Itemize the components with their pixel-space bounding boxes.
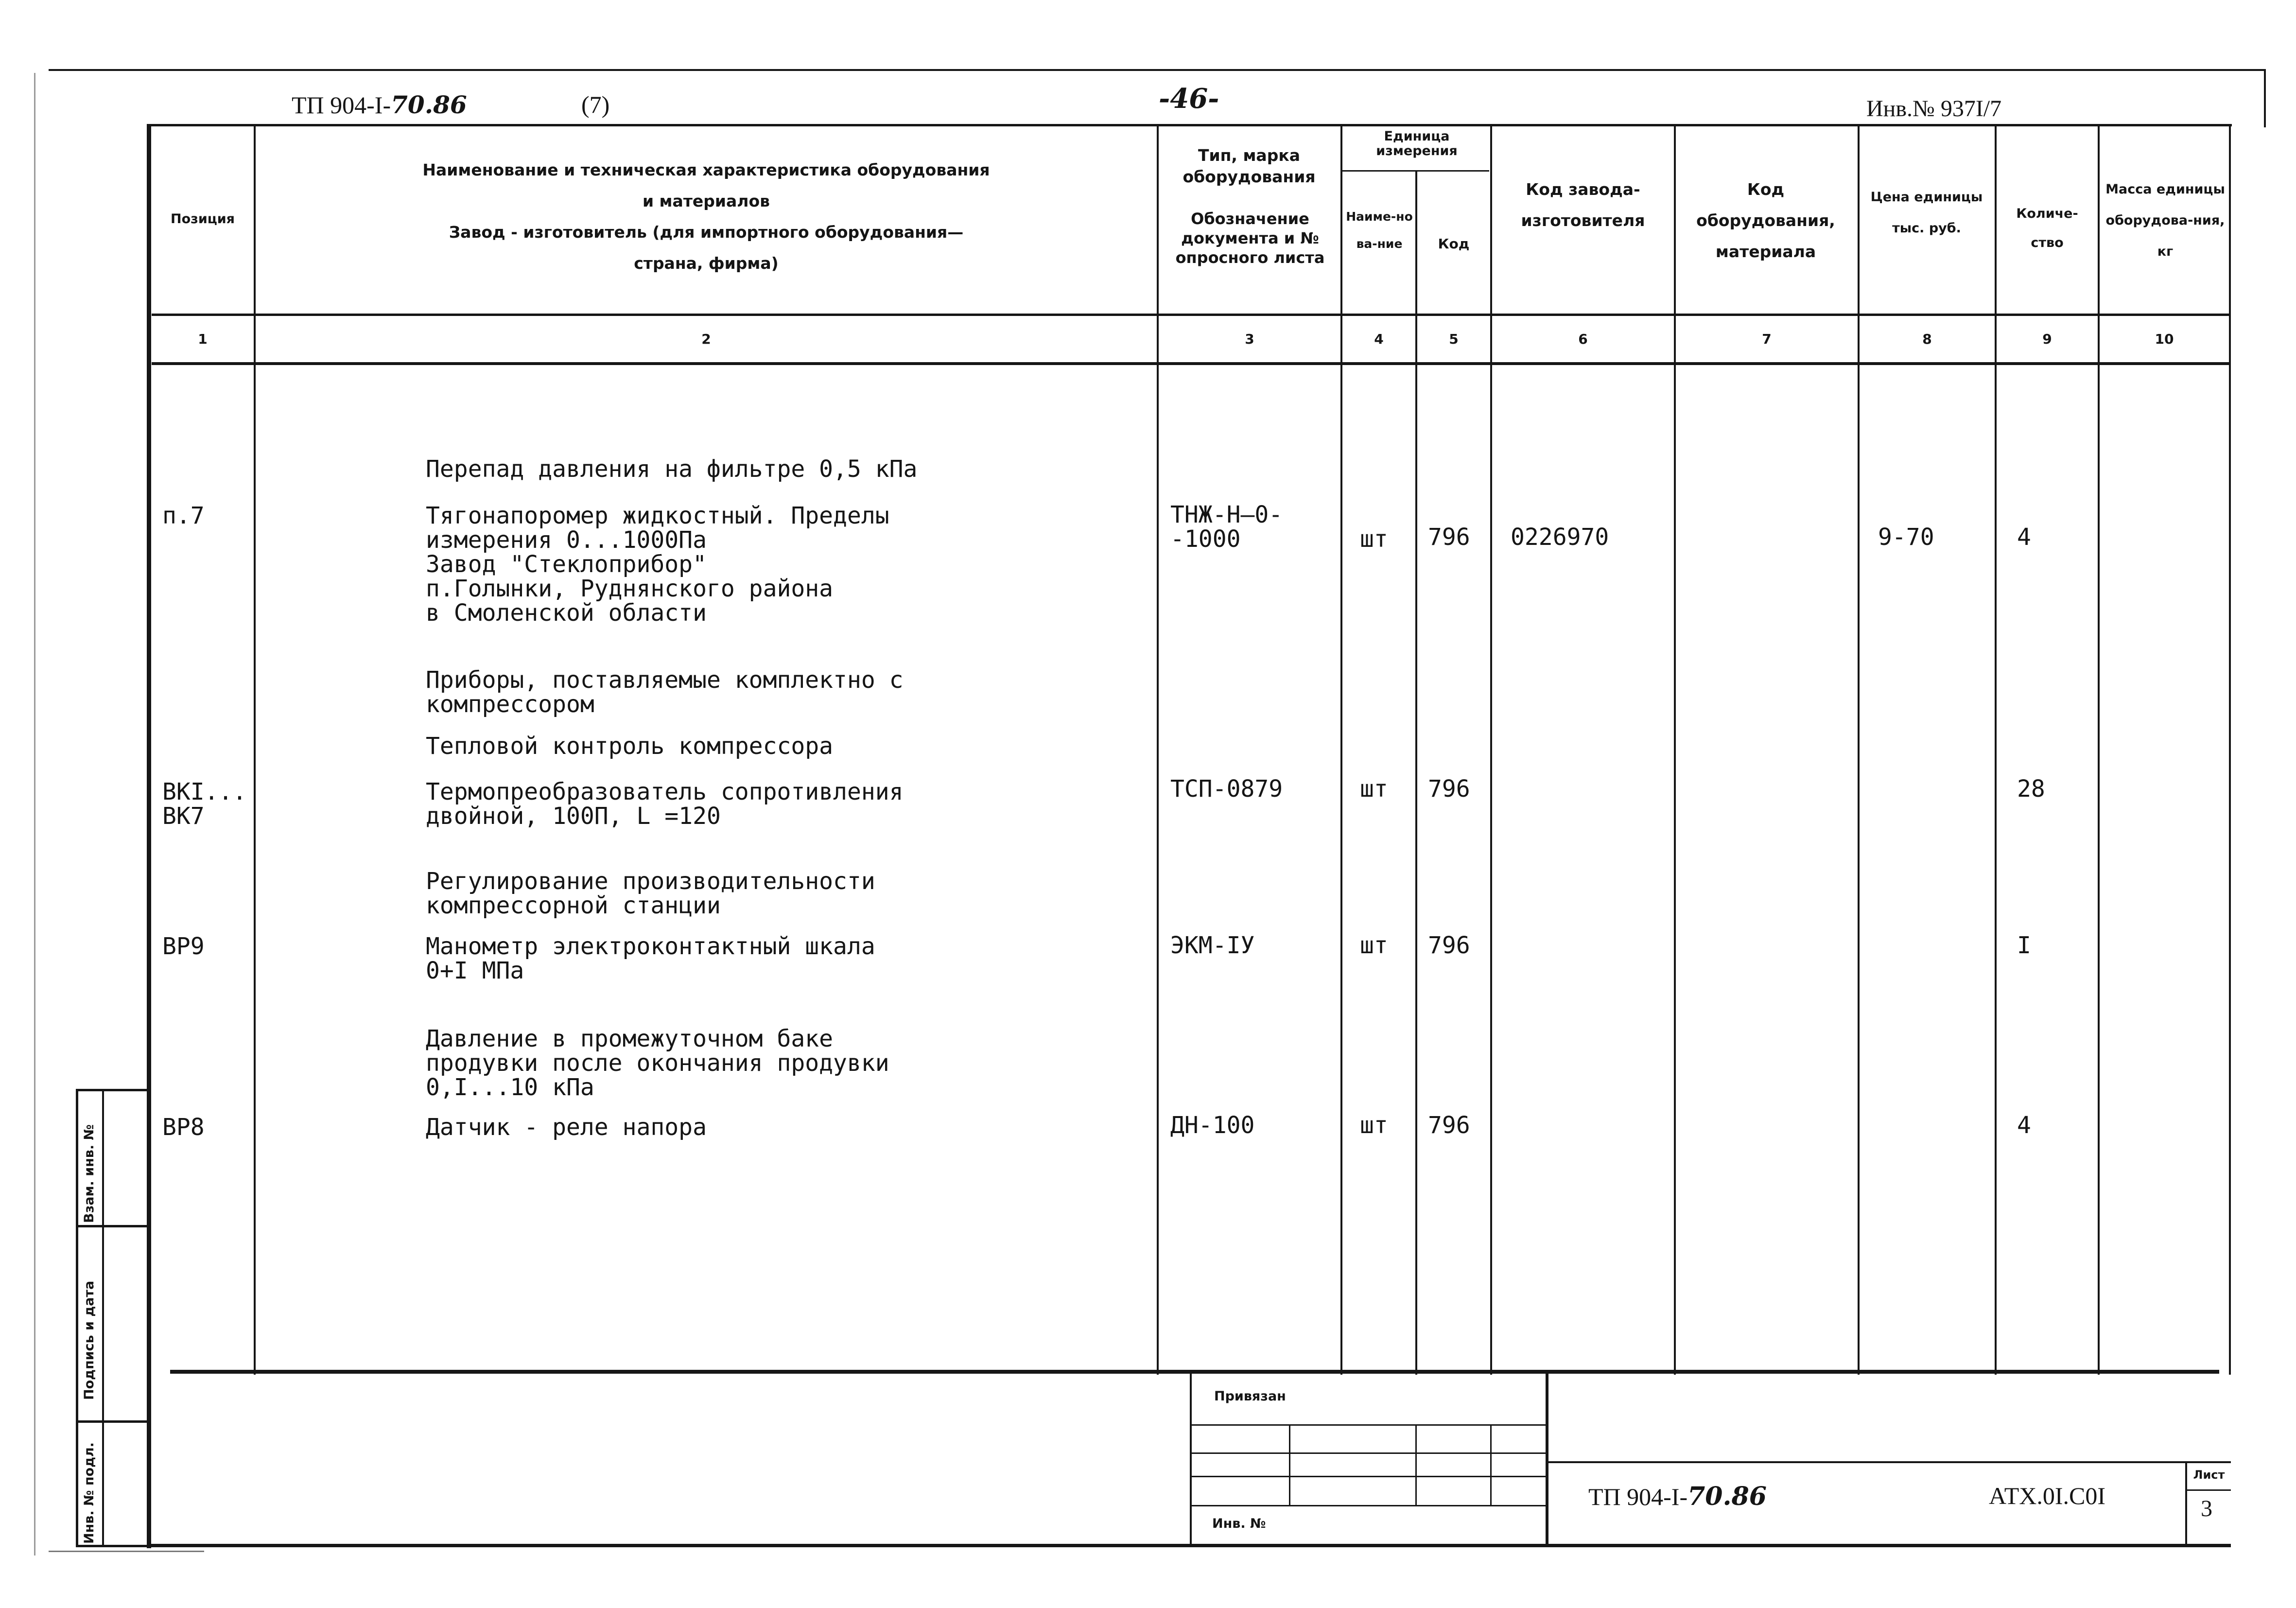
title-block-code-handwritten: 70.86 [1687, 1482, 1767, 1511]
stamp-box-right [1546, 1370, 1548, 1546]
header-unit-group: Единица измерения [1376, 129, 1458, 158]
title-block-document-code [1588, 1482, 1767, 1511]
table-left-border [147, 124, 151, 1548]
header-type: Тип, марка оборудования [1183, 146, 1316, 186]
header-position: Позиция [170, 211, 235, 227]
stamp-cell-sep-1 [1289, 1424, 1290, 1505]
row-7-unit-code: 796 [1428, 932, 1470, 959]
header-name-line-1: Наименование и техническая характеристика оборудования [422, 160, 990, 179]
row-9-unit-code: 796 [1428, 1112, 1470, 1139]
header-bottom-border [152, 314, 2231, 316]
col-sep-2 [1157, 125, 1159, 1375]
top-rule [49, 69, 2265, 71]
row-2-unit-code: 796 [1428, 524, 1470, 551]
stamp-attached-label: Привязан [1214, 1389, 1286, 1404]
column-number-6: 6 [1578, 331, 1588, 347]
stamp-row-line-1 [1192, 1424, 1546, 1426]
column-number-1: 1 [198, 331, 208, 347]
table-top-border [147, 124, 2232, 126]
row-2-factory-code: 0226970 [1511, 524, 1609, 551]
issue-number: (7) [581, 91, 610, 118]
inventory-number: Инв.№ 937I/7 [1866, 96, 2002, 122]
document-code-prefix: ТП 904-I- [292, 91, 391, 119]
col-sep-9 [2098, 125, 2100, 1375]
row-5-position: BKI... BK7 [162, 778, 247, 830]
page-bottom-edge [49, 1551, 204, 1552]
row-7-unit: шт [1360, 932, 1388, 959]
row-7-type: ЭКМ-IУ [1170, 932, 1255, 959]
col-sep-4 [1415, 170, 1417, 1375]
header-unit-name: Наиме-нова-ние [1346, 210, 1413, 251]
column-number-8: 8 [1922, 331, 1932, 347]
col-sep-1 [254, 125, 256, 1375]
sheet-box-divider [2187, 1489, 2231, 1491]
side-stamp-top [76, 1089, 149, 1091]
header-name [256, 155, 1157, 279]
row-5-unit: шт [1360, 775, 1388, 803]
document-code-top [292, 90, 467, 119]
col-sep-7 [1858, 125, 1860, 1375]
row-7-position: BP9 [162, 933, 205, 960]
row-2-position: п.7 [162, 502, 205, 529]
row-5-type: ТСП-0879 [1170, 775, 1283, 803]
column-number-5: 5 [1449, 331, 1459, 347]
stamp-cell-sep-2 [1415, 1424, 1417, 1505]
title-block-top-line [1548, 1461, 2231, 1463]
side-stamp-divider [102, 1090, 104, 1547]
header-factory-code: Код завода-изготовителя [1521, 180, 1645, 230]
column-number-10: 10 [2155, 331, 2174, 347]
sheet-label: Лист [2193, 1468, 2225, 1482]
side-stamp-bottom [76, 1545, 149, 1547]
side-stamp-original-inventory: Инв. № подл. [82, 1442, 97, 1544]
col-sep-5 [1490, 125, 1492, 1375]
row-1-name: Перепад давления на фильтре 0,5 кПа [426, 455, 918, 483]
header-name-line-2: и материалов [642, 192, 770, 210]
table-bottom-rule [170, 1370, 2219, 1374]
unit-group-divider [1340, 170, 1489, 172]
column-number-4: 4 [1374, 331, 1384, 347]
row-7-quantity: I [2017, 932, 2031, 959]
row-5-unit-code: 796 [1428, 775, 1470, 803]
header-equipment-code: Код оборудования, материала [1696, 180, 1835, 261]
table-right-border [2229, 125, 2231, 1375]
row-2-name: Тягонапоромер жидкостный. Пределы измерения 0...1000Па Завод "Стеклоприбор" п.Голынки, Руднянского района в Смоленской области [426, 502, 889, 627]
column-number-9: 9 [2042, 331, 2052, 347]
row-7-name: Манометр электроконтактный шкала 0+I МПа [426, 933, 875, 984]
document-code-handwritten: 70.86 [391, 90, 467, 119]
row-2-unit: шт [1360, 525, 1388, 553]
page-bottom-rule [147, 1544, 2231, 1547]
col-sep-8 [1995, 125, 1997, 1375]
sheet-number: 3 [2201, 1496, 2212, 1521]
header-document: Обозначение документа и № опросного листа [1175, 210, 1325, 267]
row-9-quantity: 4 [2017, 1112, 2031, 1139]
side-stamp-replacement-inventory: Взам. инв. № [82, 1124, 97, 1223]
stamp-row-line-3 [1192, 1476, 1546, 1477]
stamp-box-left [1190, 1370, 1192, 1546]
row-2-price: 9-70 [1878, 524, 1934, 551]
row-4-name: Тепловой контроль компрессора [426, 733, 834, 760]
row-9-unit: шт [1360, 1112, 1388, 1139]
header-unit-code: Код [1438, 236, 1470, 252]
stamp-row-line-4 [1192, 1505, 1546, 1506]
header-name-line-3: Завод - изготовитель (для импортного оборудования— [449, 223, 964, 242]
column-number-2: 2 [701, 331, 711, 347]
header-name-line-4: страна, фирма) [634, 254, 779, 273]
column-number-3: 3 [1245, 331, 1254, 347]
side-stamp-signature-date: Подпись и дата [82, 1280, 97, 1400]
row-9-position: BP8 [162, 1114, 205, 1141]
row-8-name: Давление в промежуточном баке продувки после окончания продувки 0,I...10 кПа [426, 1025, 889, 1101]
side-stamp-line-2 [76, 1420, 149, 1423]
title-block-code-prefix: ТП 904-I- [1588, 1483, 1688, 1510]
page-number-mark: -46- [1159, 83, 1219, 115]
page-edge-mark [34, 73, 35, 1556]
header-quantity: Количе-ство [2016, 206, 2078, 250]
header-unit-price: Цена единицы тыс. руб. [1870, 190, 1983, 236]
stamp-cell-sep-3 [1490, 1424, 1492, 1505]
row-9-name: Датчик - реле напора [426, 1114, 707, 1141]
row-3-name: Приборы, поставляемые комплектно с компрессором [426, 666, 904, 718]
side-stamp-line-1 [76, 1225, 149, 1227]
stamp-inventory-label: Инв. № [1212, 1516, 1266, 1531]
header-mass: Масса единицы оборудова-ния, кг [2105, 182, 2225, 259]
col-sep-6 [1674, 125, 1676, 1375]
row-2-type: ТНЖ-Н—0- -1000 [1170, 501, 1283, 553]
column-number-7: 7 [1762, 331, 1772, 347]
stamp-row-line-2 [1192, 1452, 1546, 1454]
row-2-quantity: 4 [2017, 524, 2031, 551]
col-sep-3 [1340, 125, 1342, 1375]
row-5-name: Термопреобразователь сопротивления двойной, 100П, L =120 [426, 778, 904, 830]
title-block-designation: АТХ.0I.С0I [1989, 1482, 2106, 1509]
numbers-bottom-border [152, 362, 2231, 365]
side-stamp-outer-left [76, 1090, 78, 1547]
row-5-quantity: 28 [2017, 775, 2045, 803]
row-9-type: ДН-100 [1170, 1112, 1255, 1139]
row-6-name: Регулирование производительности компрессорной станции [426, 868, 875, 919]
top-rule-right-tick [2264, 69, 2266, 127]
